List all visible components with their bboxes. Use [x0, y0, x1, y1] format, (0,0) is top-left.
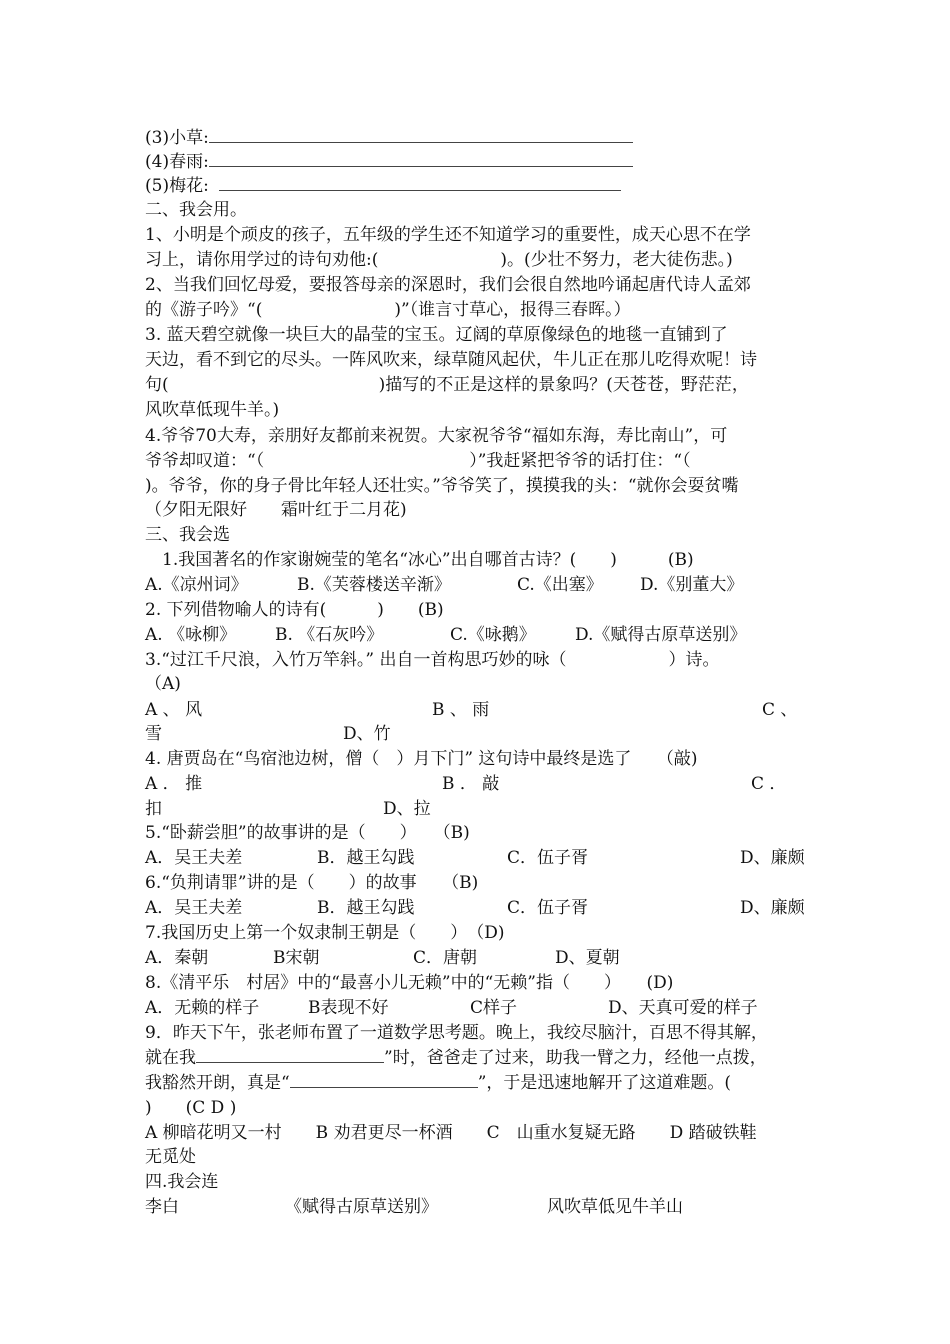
q2-4-line-a: 4.爷爷70大寿，亲朋好友都前来祝贺。大家祝爷爷“福如东海，寿比南山”，可	[145, 426, 728, 446]
q3-9-line-c	[145, 1071, 810, 1095]
option-d[interactable]: D、廉颇	[740, 898, 805, 918]
option-d[interactable]: D、天真可爱的样子	[608, 998, 758, 1018]
option-b[interactable]: B 、 雨	[432, 700, 490, 720]
option-c[interactable]: C.《出塞》	[517, 575, 603, 595]
q-text: 习上，请你用学过的诗句劝他:(	[145, 250, 379, 270]
answer-blank[interactable]	[290, 1071, 478, 1088]
q3-9-options-cont: 无觅处	[145, 1147, 196, 1167]
q-text: ”，于是迅速地解开了这道难题。(	[477, 1073, 732, 1093]
option-c[interactable]: C．伍子胥	[507, 848, 589, 868]
option-b[interactable]: B．越王勾践	[317, 898, 415, 918]
q-text: 句(	[145, 375, 169, 395]
q3-4-options	[145, 772, 810, 796]
q3-6-options	[145, 896, 810, 920]
option-d[interactable]: D、夏朝	[555, 948, 620, 968]
q2-4-line-c: )。爷爷，你的身子骨比年轻人还壮实。”爷爷笑了，摸摸我的头：“就你会耍贫嘴	[145, 476, 739, 496]
answer-blank[interactable]	[209, 150, 633, 167]
option-c-text: 扣	[145, 799, 162, 819]
q2-3-line-c	[145, 373, 810, 397]
option-a[interactable]: A.《凉州词》	[145, 575, 248, 595]
fill-label: (3)小草:	[145, 128, 209, 148]
option-d[interactable]: D、拉	[383, 799, 431, 819]
q-text: ”时，爸爸走了过来，助我一臂之力，经他一点拨，	[384, 1048, 767, 1068]
q3-2-options	[145, 623, 810, 647]
q2-3-line-d: 风吹草低现牛羊。)	[145, 400, 280, 420]
option-d[interactable]: D、廉颇	[740, 848, 805, 868]
option-b[interactable]: B. 《石灰吟》	[275, 625, 384, 645]
fill-item-spring-rain	[145, 150, 810, 174]
option-a[interactable]: A 、 风	[145, 700, 203, 720]
q2-3-line-b: 天边，看不到它的尽头。一阵风吹来，绿草随风起伏，牛儿正在那儿吃得欢呢！诗	[145, 350, 757, 370]
q3-7-options	[145, 946, 810, 970]
q3-5-question: 5.“卧薪尝胆”的故事讲的是（ ） （B)	[145, 823, 470, 843]
q3-3-options	[145, 698, 810, 722]
q2-1-line-a: 1、小明是个顽皮的孩子，五年级的学生还不知道学习的重要性，成天心思不在学	[145, 225, 751, 245]
answer-blank[interactable]	[209, 126, 633, 143]
q3-9-answer: ) (C D )	[145, 1098, 237, 1118]
fill-label: (5)梅花:	[145, 176, 209, 196]
option-d[interactable]: D.《赋得古原草送别》	[575, 625, 747, 645]
q-text: )描写的不正是这样的景象吗？(天苍苍，野茫茫，	[378, 375, 749, 395]
fill-label: (4)春雨:	[145, 152, 209, 172]
q3-5-options	[145, 846, 810, 870]
q-text: )”（谁言寸草心，报得三春晖。）	[394, 300, 631, 320]
q2-3-line-a: 3. 蓝天碧空就像一块巨大的晶莹的宝玉。辽阔的草原像绿色的地毯一直铺到了	[145, 325, 728, 345]
answer-blank[interactable]	[196, 1046, 384, 1063]
option-a[interactable]: A．无赖的样子	[145, 998, 260, 1018]
q-text: )。(少壮不努力，老大徒伤悲。)	[500, 250, 733, 270]
q2-4-line-d: （夕阳无限好 霜叶红于二月花)	[145, 500, 407, 520]
q-text: ）”我赶紧把爷爷的话打住：“（	[469, 451, 691, 471]
q3-6-question: 6.“负荆请罪”讲的是（ ）的故事 （B)	[145, 873, 479, 893]
match-author[interactable]: 李白	[145, 1197, 179, 1217]
option-d[interactable]: D、竹	[343, 724, 391, 744]
option-d[interactable]: D.《别董大》	[640, 575, 744, 595]
option-c[interactable]: C 、	[762, 700, 798, 720]
section-3-heading: 三、我会选	[145, 525, 230, 545]
option-a[interactable]: A．吴王夫差	[145, 898, 243, 918]
q-text: 爷爷却叹道：“（	[145, 451, 265, 471]
option-a[interactable]: A ． 推	[145, 774, 203, 794]
q3-3-question: 3.“过江千尺浪，入竹万竿斜。” 出自一首构思巧妙的咏（ ）诗。	[145, 650, 720, 670]
q-text: 就在我	[145, 1048, 196, 1068]
section-2-heading: 二、我会用。	[145, 200, 247, 220]
option-c[interactable]: C.《咏鹅》	[450, 625, 536, 645]
q3-1-options	[145, 573, 810, 597]
option-c[interactable]: C．唐朝	[413, 948, 478, 968]
q2-2-line-a: 2、当我们回忆母爱，要报答母亲的深恩时，我们会很自然地吟诵起唐代诗人孟郊	[145, 275, 751, 295]
q3-3-options-cont	[145, 722, 810, 746]
q3-8-question: 8.《清平乐 村居》中的“最喜小儿无赖”中的“无赖”指（ ） (D)	[145, 973, 674, 993]
option-b[interactable]: B.《芙蓉楼送辛渐》	[297, 575, 451, 595]
q-text: 我豁然开朗，真是“	[145, 1073, 290, 1093]
q3-9-line-b	[145, 1046, 810, 1070]
q3-7-question: 7.我国历史上第一个奴隶制王朝是（ ） （D)	[145, 923, 505, 943]
q2-2-line-b	[145, 298, 810, 322]
answer-blank[interactable]	[219, 174, 621, 191]
match-row	[145, 1195, 810, 1219]
option-b[interactable]: B表现不好	[308, 998, 389, 1018]
q3-8-options	[145, 996, 810, 1020]
option-b[interactable]: B宋朝	[273, 948, 320, 968]
option-a[interactable]: A. 《咏柳》	[145, 625, 237, 645]
option-c-text: 雪	[145, 724, 162, 744]
q3-4-question: 4. 唐贾岛在“鸟宿池边树，僧（ ）月下门” 这句诗中最终是选了 （敲)	[145, 749, 698, 769]
q3-9-options: A 柳暗花明又一村 B 劝君更尽一杯酒 C 山重水复疑无路 D 踏破铁鞋	[145, 1123, 757, 1143]
q2-1-line-b	[145, 248, 810, 272]
fill-item-grass	[145, 126, 810, 150]
fill-item-plum	[145, 174, 810, 198]
match-line[interactable]: 风吹草低见牛羊山	[547, 1197, 683, 1217]
q3-2-question: 2. 下列借物喻人的诗有( ) (B)	[145, 600, 444, 620]
q2-4-line-b	[145, 449, 810, 473]
q3-3-answer: （A)	[145, 674, 181, 694]
option-b[interactable]: B ． 敲	[442, 774, 500, 794]
option-a[interactable]: A．秦朝	[145, 948, 209, 968]
option-a[interactable]: A．吴王夫差	[145, 848, 243, 868]
option-c[interactable]: C样子	[470, 998, 518, 1018]
option-b[interactable]: B．越王勾践	[317, 848, 415, 868]
section-4-heading: 四.我会连	[145, 1172, 219, 1192]
option-c[interactable]: C．伍子胥	[507, 898, 589, 918]
q3-9-line-a: 9．昨天下午，张老师布置了一道数学思考题。晚上，我绞尽脑汁，百思不得其解，	[145, 1023, 768, 1043]
q3-1-question: 1.我国著名的作家谢婉莹的笔名“冰心”出自哪首古诗？( ) (B)	[145, 550, 694, 570]
option-c[interactable]: C ．	[751, 774, 787, 794]
q3-4-options-cont	[145, 797, 810, 821]
q-text: 的《游子吟》“(	[145, 300, 263, 320]
match-poem[interactable]: 《赋得古原草送别》	[285, 1197, 438, 1217]
